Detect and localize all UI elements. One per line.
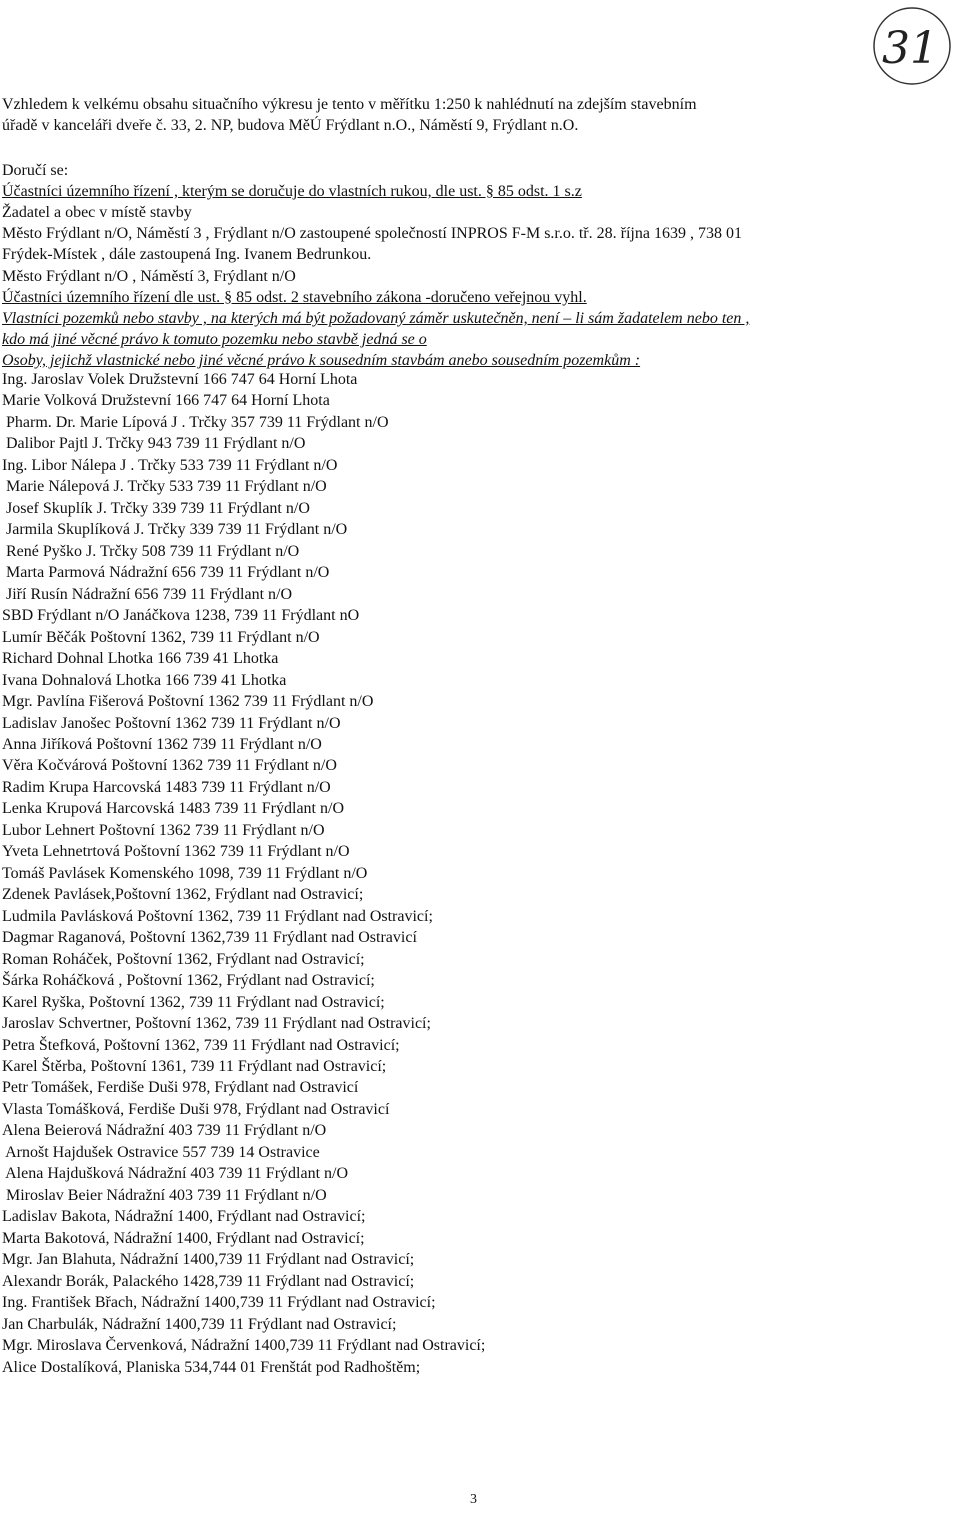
list-item: Richard Dohnal Lhotka 166 739 41 Lhotka (2, 650, 279, 668)
intro-line-1: Vzhledem k velkému obsahu situačního výkresu je tento v měřítku 1:250 k nahlédnutí na zdejším stavebním (2, 96, 697, 113)
list-item: Dagmar Raganová, Poštovní 1362,739 11 Frýdlant nad Ostravicí (2, 929, 417, 947)
list-item: Dalibor Pajtl J. Trčky 943 739 11 Frýdlant n/O (2, 435, 306, 453)
list-item: Karel Štěrba, Poštovní 1361, 739 11 Frýdlant nad Ostravicí; (2, 1058, 387, 1075)
list-item: Ludmila Pavlásková Poštovní 1362, 739 11 Frýdlant nad Ostravicí; (2, 907, 433, 925)
list-item: Arnošt Hajdušek Ostravice 557 739 14 Ostravice (2, 1143, 320, 1161)
list-item: Marta Parmová Nádražní 656 739 11 Frýdlant n/O (2, 564, 330, 582)
list-item: Alexandr Borák, Palackého 1428,739 11 Frýdlant nad Ostravicí; (2, 1272, 415, 1290)
mesto-line-1: Město Frýdlant n/O, Náměstí 3 , Frýdlant n/O zastoupené společností INPROS F-M s.r.o. tř. 28. října 1639 , 738 01 (2, 225, 742, 242)
list-item: René Pyško J. Trčky 508 739 11 Frýdlant n/O (2, 542, 300, 560)
list-item: Karel Ryška, Poštovní 1362, 739 11 Frýdlant nad Ostravicí; (2, 993, 385, 1011)
list-item: Šárka Roháčková , Poštovní 1362, Frýdlant nad Ostravicí; (2, 972, 375, 990)
list-item: Tomáš Pavlásek Komenského 1098, 739 11 Frýdlant n/O (2, 864, 368, 882)
list-item: Ivana Dohnalová Lhotka 166 739 41 Lhotka (2, 671, 287, 689)
list-item: Mgr. Miroslava Červenková, Nádražní 1400,739 11 Frýdlant nad Ostravicí; (2, 1337, 486, 1355)
mesto-address: Město Frýdlant n/O , Náměstí 3, Frýdlant n/O (2, 268, 296, 285)
list-item: Radim Krupa Harcovská 1483 739 11 Frýdlant n/O (2, 778, 331, 796)
list-item: Zdenek Pavlásek,Poštovní 1362, Frýdlant nad Ostravicí; (2, 886, 364, 904)
list-item: Alice Dostalíková, Planiska 534,744 01 Frenštát pod Radhoštěm; (2, 1358, 421, 1376)
recipient-list (2, 369, 902, 1378)
list-item: Alena Hajdušková Nádražní 403 739 11 Frýdlant n/O (2, 1165, 349, 1183)
mesto-line-2: Frýdek-Místek , dále zastoupená Ing. Ivanem Bedrunkou. (2, 246, 372, 263)
list-item: Věra Kočvárová Poštovní 1362 739 11 Frýdlant n/O (2, 757, 337, 775)
list-item: SBD Frýdlant n/O Janáčkova 1238, 739 11 Frýdlant nO (2, 607, 360, 625)
list-item: Mgr. Jan Blahuta, Nádražní 1400,739 11 Frýdlant nad Ostravicí; (2, 1251, 415, 1269)
list-item: Lubor Lehnert Poštovní 1362 739 11 Frýdlant n/O (2, 821, 325, 839)
list-item: Lumír Běčák Poštovní 1362, 739 11 Frýdlant n/O (2, 628, 320, 646)
list-item: Ing. Libor Nálepa J . Trčky 533 739 11 Frýdlant n/O (2, 456, 338, 474)
list-item: Yveta Lehnetrtová Poštovní 1362 739 11 Frýdlant n/O (2, 843, 350, 861)
list-item: Petra Štefková, Poštovní 1362, 739 11 Frýdlant nad Ostravicí; (2, 1036, 400, 1054)
list-item: Ladislav Janošec Poštovní 1362 739 11 Frýdlant n/O (2, 714, 341, 732)
page-number: 3 (470, 1492, 477, 1507)
list-item: Mgr. Pavlína Fišerová Poštovní 1362 739 11 Frýdlant n/O (2, 693, 374, 711)
list-item: Ing. František Břach, Nádražní 1400,739 11 Frýdlant nad Ostravicí; (2, 1294, 436, 1312)
doruci-title: Doručí se: (2, 162, 69, 179)
intro-line-2: úřadě v kanceláři dveře č. 33, 2. NP, budova MěÚ Frýdlant n.O., Náměstí 9, Frýdlant n.O. (2, 117, 579, 134)
list-item: Vlasta Tomášková, Ferdiše Duši 978, Frýdlant nad Ostravicí (2, 1100, 390, 1118)
zadatel-line: Žadatel a obec v místě stavby (2, 204, 192, 221)
page-stamp (866, 4, 954, 92)
list-item: Alena Beierová Nádražní 403 739 11 Frýdlant n/O (2, 1122, 327, 1140)
list-item: Marie Volková Družstevní 166 747 64 Horní Lhota (2, 392, 330, 410)
list-item: Anna Jiříková Poštovní 1362 739 11 Frýdlant n/O (2, 735, 322, 753)
list-item: Ing. Jaroslav Volek Družstevní 166 747 64 Horní Lhota (2, 371, 358, 388)
list-item: Marie Nálepová J. Trčky 533 739 11 Frýdlant n/O (2, 478, 327, 496)
list-item: Pharm. Dr. Marie Lípová J . Trčky 357 739 11 Frýdlant n/O (2, 413, 389, 431)
list-item: Jarmila Skuplíková J. Trčky 339 739 11 Frýdlant n/O (2, 521, 348, 539)
intro-paragraph (2, 94, 952, 136)
list-item: Roman Roháček, Poštovní 1362, Frýdlant nad Ostravicí; (2, 950, 365, 968)
list-item: Marta Bakotová, Nádražní 1400, Frýdlant nad Ostravicí; (2, 1229, 365, 1247)
list-item: Lenka Krupová Harcovská 1483 739 11 Frýdlant n/O (2, 800, 344, 818)
list-item: Josef Skuplík J. Trčky 339 739 11 Frýdlant n/O (2, 499, 310, 517)
italic-owners-line-1: Vlastníci pozemků nebo stavby , na kterých má být požadovaný záměr uskutečněn, není – li sám žadatelem nebo ten , (2, 310, 750, 327)
stamp-number: 31 (882, 22, 938, 74)
italic-owners-line-2: kdo má jiné věcné právo k tomuto pozemku nebo stavbě jedná se o (2, 331, 427, 348)
list-item: Jiří Rusín Nádražní 656 739 11 Frýdlant n/O (2, 585, 293, 603)
list-item: Jaroslav Schvertner, Poštovní 1362, 739 11 Frýdlant nad Ostravicí; (2, 1015, 431, 1033)
heading-participants-85-2: Účastníci územního řízení dle ust. § 85 odst. 2 stavebního zákona -doručeno veřejnou vyhl. (2, 289, 587, 306)
heading-participants-85-1: Účastníci územního řízení , kterým se doručuje do vlastních rukou, dle ust. § 85 odst. 1 s.z (2, 183, 582, 200)
list-item: Miroslav Beier Nádražní 403 739 11 Frýdlant n/O (2, 1186, 327, 1204)
list-item: Petr Tomášek, Ferdiše Duši 978, Frýdlant nad Ostravicí (2, 1079, 359, 1097)
list-item: Ladislav Bakota, Nádražní 1400, Frýdlant nad Ostravicí; (2, 1208, 366, 1226)
italic-neighbors-line: Osoby, jejichž vlastnické nebo jiné věcné právo k sousedním stavbám anebo sousedním pozemkům : (2, 352, 641, 369)
list-item: Jan Charbulák, Nádražní 1400,739 11 Frýdlant nad Ostravicí; (2, 1315, 397, 1333)
